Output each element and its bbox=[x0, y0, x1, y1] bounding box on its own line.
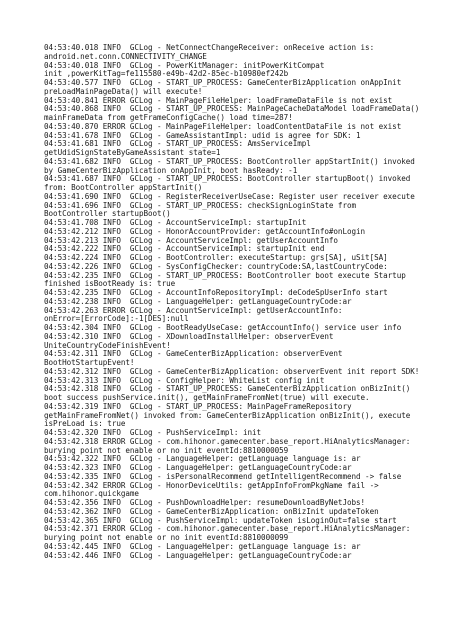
log-line: 04:53:42.304 INFO GCLog - BootReadyUseCase: getAccountInfo() service user info bbox=[44, 323, 402, 332]
log-line: 04:53:42.235 INFO GCLog - START_UP_PROCESS: BootController boot execute Startup bbox=[44, 270, 406, 280]
log-line: 04:53:42.312 INFO GCLog - GameCenterBizApplication: observerEvent init report SDK! bbox=[44, 366, 420, 376]
log-line: UniteCountryCodeFinishEvent! bbox=[44, 340, 171, 350]
log-line: 04:53:42.318 INFO GCLog - START_UP_PROCESS: GameCenterBizApplication onBizInit() bbox=[44, 384, 411, 394]
log-line: 04:53:42.365 INFO GCLog - PushServiceImpl: updateToken isLoginOut=false start bbox=[44, 515, 397, 525]
log-line: android.net.conn.CONNECTIVITY_CHANGE bbox=[44, 51, 207, 61]
log-line: burying point not enable or no init eventId:8810000099 bbox=[44, 533, 289, 542]
log-line: 04:53:40.870 ERROR GCLog - MainPageFileHelper: loadContentDataFile is not exist bbox=[44, 121, 402, 131]
log-line: 04:53:42.238 INFO GCLog - LanguageHelper: getLanguageCountryCode:ar bbox=[44, 296, 352, 306]
log-line: preLoadMainPageData() will execute! bbox=[44, 86, 203, 96]
log-line: 04:53:42.318 ERROR GCLog - com.hihonor.gamecenter.base_report.HiAnalyticsManager: bbox=[44, 436, 411, 446]
log-line: 04:53:42.311 INFO GCLog - GameCenterBizApplication: observerEvent bbox=[44, 349, 343, 359]
log-line: init ,powerKitTag=fe115580-e49b-42d2-85ec-b10980ef242b bbox=[44, 69, 289, 79]
log-line: 04:53:41.682 INFO GCLog - START_UP_PROCESS: BootController appStartInit() invoked bbox=[44, 156, 415, 166]
log-line: 04:53:42.371 ERROR GCLog - com.hihonor.gamecenter.base_report.HiAnalyticsManager: bbox=[44, 524, 411, 534]
log-line: 04:53:41.687 INFO GCLog - START_UP_PROCESS: BootController startupBoot() invoked bbox=[44, 174, 411, 184]
log-line: 04:53:40.868 INFO GCLog - START_UP_PROCESS: MainPageCacheDataModel loadFrameData() bbox=[44, 104, 420, 114]
log-line: 04:53:40.841 ERROR GCLog - MainPageFileHelper: loadFrameDataFile is not exist bbox=[44, 95, 393, 105]
log-line: 04:53:42.235 INFO GCLog - AccountInfoRepositoryImpl: deCodeSpUserInfo start bbox=[44, 288, 388, 297]
log-line: 04:53:41.681 INFO GCLog - START_UP_PROCESS: AmsServiceImpl bbox=[44, 139, 311, 149]
log-line: 04:53:42.212 INFO GCLog - HonorAccountProvider: getAccountInfo#onLogin bbox=[44, 226, 366, 236]
log-line: 04:53:42.342 ERROR GCLog - HonorDeviceUtils: getAppInfoFromPkgName fail -> bbox=[44, 480, 379, 490]
log-line: 04:53:40.018 INFO GCLog - NetConnectChangeReceiver: onReceive action is: bbox=[44, 43, 375, 52]
log-line: 04:53:42.310 INFO GCLog - XDownloadInstallHelper: observerEvent bbox=[44, 331, 334, 341]
log-line: 04:53:42.224 INFO GCLog - BootController: executeStartup: grs[SA], uSit[SA] bbox=[44, 253, 388, 262]
log-line: getUdidSignStateByGameAssistant state=1 bbox=[44, 148, 221, 157]
log-line: 04:53:42.222 INFO GCLog - AccountServiceImpl: startupInit end bbox=[44, 244, 325, 254]
log-line: onError=[ErrorCode]:-1[DES]:null bbox=[44, 314, 189, 324]
log-line: from: BootController appStartInit() bbox=[44, 183, 203, 192]
log-line: mainFrameData from getFrameConfigCache() load time=287! bbox=[44, 113, 293, 122]
log-line: BootController startupBoot() bbox=[44, 209, 171, 219]
log-line: getMainFrameFromNet() invoked from: GameCenterBizApplication onBizInit(), execute bbox=[44, 410, 411, 420]
log-line: 04:53:40.018 INFO GCLog - PowerKitManager: initPowerKitCompat bbox=[44, 60, 325, 70]
log-line: boot success pushService.init(), getMainFrameFromNet(true) will execute. bbox=[44, 393, 370, 402]
log-text-block bbox=[44, 44, 438, 560]
log-line: 04:53:41.708 INFO GCLog - AccountServiceImpl: startupInit bbox=[44, 218, 307, 227]
log-line: finished isBootReady is: true bbox=[44, 279, 176, 289]
log-line: by GameCenterBizApplication onAppInit, boot hasReady: -1 bbox=[44, 165, 298, 175]
log-line: 04:53:42.356 INFO GCLog - PushDownloadHelper: resumeDownloadByNetJobs! bbox=[44, 498, 366, 507]
log-line: 04:53:42.335 INFO GCLog - isPersonalRecommend getIntelligentRecommend -> false bbox=[44, 471, 402, 481]
log-line: 04:53:41.678 INFO GCLog - GameAssistantImpl: udid is agree for SDK: 1 bbox=[44, 130, 361, 140]
log-line: 04:53:42.263 ERROR GCLog - AccountServiceImpl: getUserAccountInfo: bbox=[44, 305, 343, 315]
log-line: 04:53:42.362 INFO GCLog - GameCenterBizApplication: onBizInit updateToken bbox=[44, 506, 379, 516]
log-line: 04:53:41.696 INFO GCLog - START_UP_PROCESS: checkSignLoginState from bbox=[44, 200, 357, 210]
log-line: 04:53:42.322 INFO GCLog - LanguageHelper: getLanguage language is: ar bbox=[44, 454, 361, 464]
log-line: 04:53:40.577 INFO GCLog - START_UP_PROCESS: GameCenterBizApplication onAppInit bbox=[44, 78, 402, 87]
log-line: 04:53:42.446 INFO GCLog - LanguageHelper: getLanguageCountryCode:ar bbox=[44, 550, 352, 560]
log-line: com.hihonor.quickgame bbox=[44, 489, 139, 499]
log-line: 04:53:42.319 INFO GCLog - START_UP_PROCESS: MainPageFrameRepository bbox=[44, 401, 352, 411]
log-line: 04:53:42.323 INFO GCLog - LanguageHelper: getLanguageCountryCode:ar bbox=[44, 463, 352, 472]
log-line: 04:53:42.320 INFO GCLog - PushServiceImpl: init bbox=[44, 428, 262, 437]
log-line: 04:53:42.213 INFO GCLog - AccountServiceImpl: getUserAccountInfo bbox=[44, 235, 338, 245]
log-line: burying point not enable or no init eventId:8810000059 bbox=[44, 445, 289, 455]
log-line: BootHotStartupEvent! bbox=[44, 358, 135, 367]
log-line: isPreLoad is: true bbox=[44, 419, 126, 429]
log-line: 04:53:41.690 INFO GCLog - RegisterReceiverUseCase: Register user receiver execute bbox=[44, 191, 415, 201]
log-line: 04:53:42.445 INFO GCLog - LanguageHelper: getLanguage language is: ar bbox=[44, 541, 361, 551]
log-line: 04:53:42.226 INFO GCLog - SysConfigChecker: countryCode:SA,lastCountryCode: bbox=[44, 261, 388, 271]
log-line: 04:53:42.313 INFO GCLog - ConfigHelper: WhiteList config init bbox=[44, 375, 325, 385]
